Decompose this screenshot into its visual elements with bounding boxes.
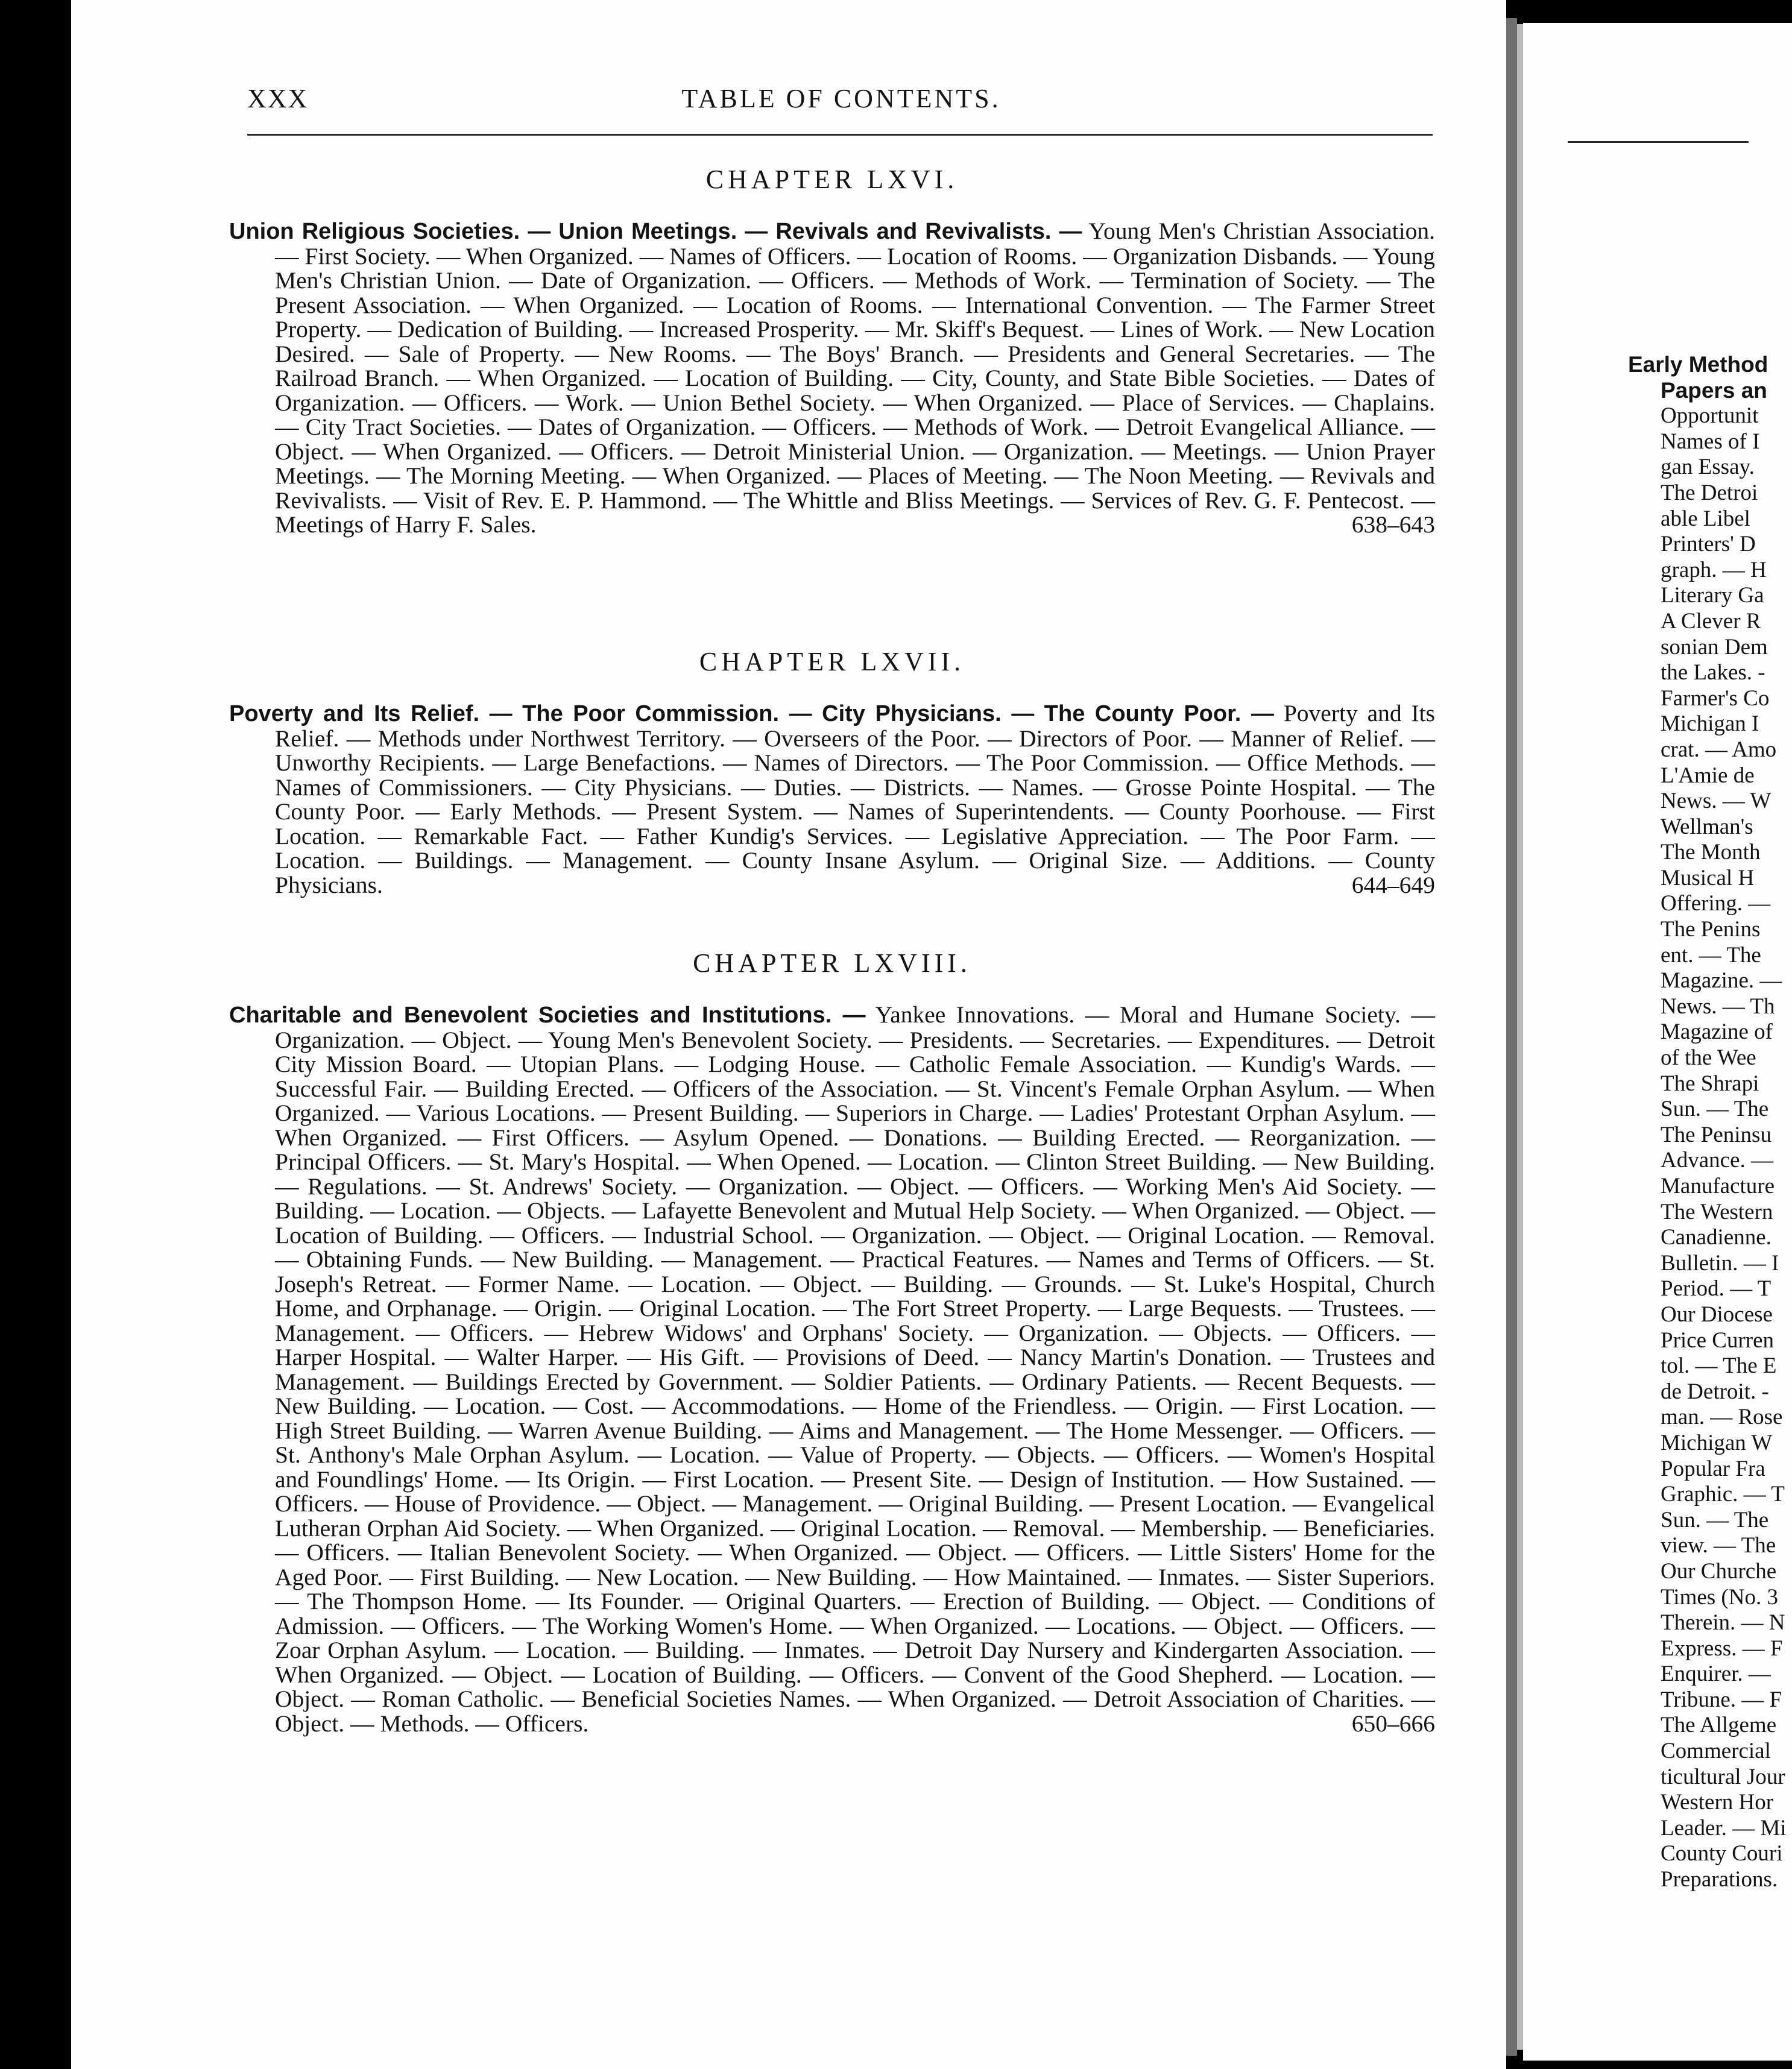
right-page-line: Michigan W (1661, 1430, 1773, 1455)
page-range: 644–649 (1351, 871, 1435, 898)
right-page-line: The Allgeme (1661, 1713, 1777, 1738)
right-page-line: tol. — The E (1661, 1353, 1777, 1379)
page-range: 650–666 (1351, 1710, 1435, 1737)
right-page-line: The Penins (1661, 917, 1761, 942)
right-page-line: ticultural Jour (1661, 1764, 1785, 1789)
right-page-line: Popular Fra (1661, 1456, 1765, 1481)
right-page-line: Magazine. — (1661, 968, 1782, 994)
chapter-lxviii (229, 948, 1435, 1760)
right-page-line: crat. — Amo (1661, 737, 1777, 762)
right-page-line: sonian Dem (1661, 634, 1768, 660)
right-page-line: Michigan I (1661, 711, 1759, 737)
right-page-line: Tribune. — F (1661, 1687, 1782, 1712)
right-page-line: Advance. — (1661, 1148, 1773, 1173)
chapter-title: CHAPTER LXVII. (699, 647, 965, 676)
right-page-line: Literary Ga (1661, 583, 1764, 608)
right-page-line: ent. — The (1661, 942, 1761, 968)
right-page-line: Sun. — The (1661, 1097, 1769, 1122)
right-page-header-rule (1568, 141, 1749, 143)
right-page-line: Leader. — Mi (1661, 1815, 1787, 1841)
header-rule (247, 134, 1433, 136)
right-page-line: Farmer's Co (1661, 685, 1770, 711)
right-page-line: Western Hor (1661, 1790, 1774, 1815)
right-page-text-column (1628, 352, 1792, 1893)
right-page-line: Our Churche (1661, 1558, 1777, 1584)
chapter-heading: Poverty and Its Relief. — The Poor Commission. — City Physicians. — The County Poor. — (229, 701, 1274, 726)
right-page-line: County Couri (1661, 1841, 1783, 1866)
right-page-line: The Western (1661, 1199, 1773, 1224)
book-spine (1506, 18, 1517, 2056)
page-range: 638–643 (1351, 511, 1435, 538)
right-page-line: of the Wee (1661, 1045, 1756, 1071)
right-page-line: the Lakes. - (1661, 660, 1765, 685)
right-page-line: Manufacture (1661, 1174, 1775, 1198)
chapter-body: Young Men's Christian Association. — First Society. — When Organized. — Names of Officers. — Location of Rooms. — Organization Disbands. — Young Men's Christian Union. — Date of Organization. — Officers. — Methods of Work. — Termination of Society. — The Present Association. — When Organized. — Location of Rooms. — International Convention. — The Farmer Street Property. — Dedication of Building. — Increased Prosperity. — Mr. Skiff's Bequest. — Lines of Work. — New Location Desired. — Sale of Property. — New Rooms. — The Boys' Branch. — Presidents and General Secretaries. — The Railroad Branch. — When Organized. — Location of Building. — City, County, and State Bible Societies. — Dates of Organization. — Officers. — Work. — Union Bethel Society. — When Organized. — Place of Services. — Chaplains. — City Tract Societies. — Dates of Organization. — Officers. — Methods of Work. — Detroit Evangelical Alliance. — Object. — When Organized. — Officers. — Detroit Ministerial Union. — Organization. — Meetings. — Union Prayer Meetings. — The Morning Meeting. — When Organized. — Places of Meeting. — The Noon Meeting. — Revivals and Revivalists. — Visit of Rev. E. P. Hammond. — The Whittle and Bliss Meetings. — Services of Rev. G. F. Pentecost. — Meetings of Harry F. Sales. (275, 218, 1435, 538)
right-page-line: The Peninsu (1661, 1122, 1771, 1147)
right-page-line: The Month (1661, 840, 1761, 865)
running-title: TABLE OF CONTENTS. (681, 84, 1001, 113)
right-page-line: Bulletin. — I (1661, 1250, 1779, 1276)
right-page-line: A Clever R (1661, 608, 1761, 634)
right-page-line: Names of I (1661, 429, 1760, 454)
right-page-line: man. — Rose (1661, 1405, 1783, 1430)
right-page-line: Preparations. (1661, 1867, 1778, 1892)
right-page-line: Price Curren (1661, 1327, 1775, 1353)
chapter-body: Yankee Innovations. — Moral and Humane Society. — Organization. — Object. — Young Men's Benevolent Society. — Presidents. — Secretaries. — Expenditures. — Detroit City Mission Board. — Utopian Plans. — Lodging House. — Catholic Female Association. — Kundig's Wards. — Successful Fair. — Building Erected. — Officers of the Association. — St. Vincent's Female Orphan Asylum. — When Organized. — Various Locations. — Present Building. — Superiors in Charge. — Ladies' Protestant Orphan Asylum. — When Organized. — First Officers. — Asylum Opened. — Donations. — Building Erected. — Reorganization. — Principal Officers. — St. Mary's Hospital. — When Opened. — Location. — Clinton Street Building. — New Building. — Regulations. — St. Andrews' Society. — Organization. — Object. — Officers. — Working Men's Aid Society. — Building. — Location. — Objects. — Lafayette Benevolent and Mutual Help Society. — When Organized. — Object. — Location of Building. — Officers. — Industrial School. — Organization. — Object. — Original Location. — Removal. — Obtaining Funds. — New Building. — Management. — Practical Features. — Names and Terms of Officers. — St. Joseph's Retreat. — Former Name. — Location. — Object. — Building. — Grounds. — St. Luke's Hospital, Church Home, and Orphanage. — Origin. — Original Location. — The Fort Street Property. — Large Bequests. — Trustees. — Management. — Officers. — Hebrew Widows' and Orphans' Society. — Organization. — Objects. — Officers. — Harper Hospital. — Walter Harper. — His Gift. — Provisions of Deed. — Nancy Martin's Donation. — Trustees and Management. — Buildings Erected by Government. — Soldier Patients. — Ordinary Patients. — Recent Bequests. — New Building. — Location. — Cost. — Accommodations. — Home of the Friendless. — Origin. — First Location. — High Street Building. — Warren Avenue Building. — Aims and Management. — The Home Messenger. — Officers. — St. Anthony's Male Orphan Asylum. — Location. — Value of Property. — Objects. — Officers. — Women's Hospital and Foundlings' Home. — Its Origin. — First Location. — Present Site. — Design of Institution. — How Sustained. — Officers. — House of Providence. — Object. — Management. — Original Building. — Present Location. — Evangelical Lutheran Orphan Aid Society. — When Organized. — Original Location. — Removal. — Membership. — Beneficiaries. — Officers. — Italian Benevolent Society. — When Organized. — Object. — Officers. — Little Sisters' Home for the Aged Poor. — First Building. — New Location. — New Building. — How Maintained. — Inmates. — Sister Superiors. — The Thompson Home. — Its Founder. — Original Quarters. — Erection of Building. — Object. — Conditions of Admission. — Officers. — The Working Women's Home. — When Organized. — Locations. — Object. — Officers. — Zoar Orphan Asylum. — Location. — Building. — Inmates. — Detroit Day Nursery and Kindergarten Association. — When Organized. — Object. — Location of Building. — Officers. — Convent of the Good Shepherd. — Location. — Object. — Roman Catholic. — Beneficial Societies Names. — When Organized. — Detroit Association of Charities. — Object. — Methods. — Officers. (275, 1001, 1435, 1737)
right-page-line: Printers' D (1661, 532, 1756, 557)
right-page-line: Sun. — The (1661, 1507, 1769, 1532)
right-page-line: Express. — F (1661, 1636, 1783, 1661)
right-page-line: Times (No. 3 (1661, 1584, 1778, 1610)
right-page-line: News. — Th (1661, 994, 1775, 1019)
right-page-line: gan Essay. (1661, 455, 1755, 480)
right-page-line: Papers an (1661, 377, 1767, 403)
right-page-line: graph. — H (1661, 557, 1767, 582)
right-page-line: Wellman's (1661, 814, 1753, 839)
right-page-line: L'Amie de (1661, 763, 1755, 788)
right-page-line: Magazine of (1661, 1019, 1773, 1045)
chapter-summary (229, 1003, 1435, 1736)
chapter-lxvi (229, 164, 1435, 561)
right-page-line: view. — The (1661, 1533, 1776, 1558)
right-page-line: Musical H (1661, 865, 1755, 890)
right-page-line: Offering. — (1661, 891, 1771, 916)
book-spine-edge (1517, 24, 1523, 2050)
page-number: XXX (247, 84, 309, 113)
chapter-lxvii (229, 646, 1435, 921)
chapter-heading: Charitable and Benevolent Societies and Institutions. — (229, 1003, 866, 1028)
right-page-line: Therein. — N (1661, 1610, 1785, 1636)
chapter-summary (229, 219, 1435, 537)
right-page-line: Our Diocese (1661, 1302, 1773, 1327)
chapter-title: CHAPTER LXVI. (705, 165, 959, 194)
right-page-line: Opportunit (1661, 403, 1759, 429)
right-page-line: Enquirer. — (1661, 1661, 1771, 1687)
right-page-line: Early Method (1628, 352, 1768, 377)
chapter-summary (229, 701, 1435, 897)
page-header (175, 83, 1435, 119)
right-page-line: able Libel (1661, 506, 1750, 531)
right-page-line: News. — W (1661, 789, 1771, 814)
right-page-line: Graphic. — T (1661, 1482, 1785, 1507)
right-page-line: Period. — T (1661, 1276, 1771, 1302)
right-page-line: de Detroit. - (1661, 1379, 1769, 1404)
chapter-heading: Union Religious Societies. — Union Meetings. — Revivals and Revivalists. — (229, 219, 1082, 244)
chapter-title: CHAPTER LXVIII. (693, 948, 971, 978)
chapter-body: Poverty and Its Relief. — Methods under Northwest Territory. — Overseers of the Poor. — Directors of Poor. — Manner of Relief. — Unworthy Recipients. — Large Benefactions. — Names of Directors. — The Poor Commission. — Office Methods. — Names of Commissioners. — City Physicians. — Duties. — Districts. — Names. — Grosse Pointe Hospital. — The County Poor. — Early Methods. — Present System. — Names of Superintendents. — County Poorhouse. — First Location. — Remarkable Fact. — Father Kundig's Services. — Legislative Appreciation. — The Poor Farm. — Location. — Buildings. — Management. — County Insane Asylum. — Original Size. — Additions. — County Physicians. (275, 700, 1435, 898)
right-page-line: Canadienne. (1661, 1225, 1771, 1250)
right-page-line: Commercial (1661, 1739, 1771, 1764)
right-page-line: The Shrapi (1661, 1071, 1759, 1096)
right-page-line: The Detroi (1661, 480, 1758, 505)
